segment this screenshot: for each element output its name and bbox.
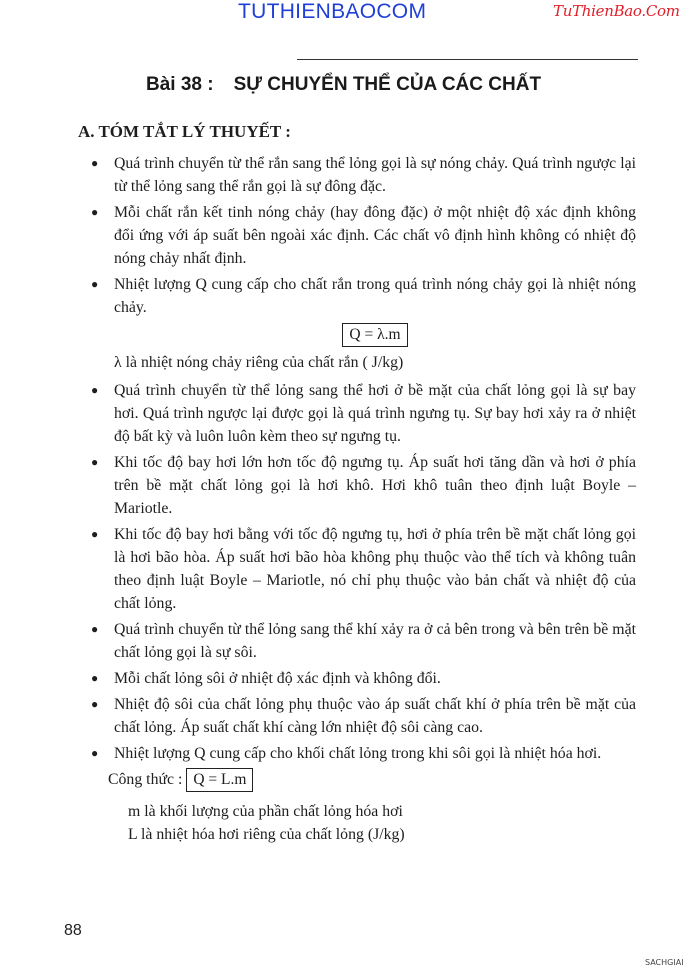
bullet-icon: ●: [91, 746, 99, 760]
list-item: [90, 667, 636, 690]
list-item-text: Mỗi chất rắn kết tinh nóng chảy (hay đông đặc) ở một nhiệt độ xác định không đổi ứng với áp suất bên ngoài xác định. Các chất vô định hình không có nhiệt độ nóng chảy nhất định.: [114, 204, 636, 267]
site-header: TUTHIENBAOCOM: [238, 0, 427, 23]
list-item-text: Quá trình chuyển từ thể lỏng sang thể hơi ở bề mặt của chất lỏng gọi là sự bay hơi. Quá trình ngược lại được gọi là quá trình ngưng tụ. Sự bay hơi xảy ra ở nhiệt độ bất kỳ và luôn luôn kèm theo sự ngưng tụ.: [114, 382, 636, 445]
formula-label: Công thức :: [108, 771, 183, 788]
m-note: m là khối lượng của phần chất lỏng hóa hơi: [128, 803, 403, 820]
list-item: [90, 379, 636, 448]
L-note: L là nhiệt hóa hơi riêng của chất lỏng (J/kg): [128, 826, 405, 843]
list-item-text: Mỗi chất lỏng sôi ở nhiệt độ xác định và không đổi.: [114, 670, 441, 687]
lesson-title: [146, 74, 541, 96]
formula-line: [90, 768, 636, 792]
formula-row: [114, 323, 636, 347]
bullet-icon: ●: [91, 455, 99, 469]
list-item: [90, 451, 636, 520]
list-item-text: Quá trình chuyển từ thể lỏng sang thể khí xảy ra ở cả bên trong và bên trên bề mặt chất lỏng gọi là sự sôi.: [114, 621, 636, 661]
bullet-icon: ●: [91, 277, 99, 291]
footer-logo: SACHGIAI: [645, 958, 684, 967]
bullet-icon: ●: [91, 671, 99, 685]
bullet-icon: ●: [91, 205, 99, 219]
header-rule: [297, 59, 638, 60]
bullet-icon: ●: [91, 383, 99, 397]
list-item: [90, 742, 636, 765]
lesson-number: Bài 38 :: [146, 74, 214, 95]
section-heading: A. TÓM TẮT LÝ THUYẾT :: [78, 122, 291, 141]
theory-content: [90, 152, 636, 846]
list-item-text: Khi tốc độ bay hơi lớn hơn tốc độ ngưng tụ. Áp suất hơi tăng dần và hơi ở phía trên bề mặt chất lỏng gọi là hơi khô. Hơi khô tuân theo định luật Boyle – Mariotle.: [114, 454, 636, 517]
page-number: 88: [64, 922, 82, 939]
bullet-icon: ●: [91, 527, 99, 541]
list-item: [90, 693, 636, 739]
list-item-text: Nhiệt lượng Q cung cấp cho chất rắn trong quá trình nóng chảy gọi là nhiệt nóng chảy.: [114, 276, 636, 316]
list-item-text: Khi tốc độ bay hơi bằng với tốc độ ngưng tụ, hơi ở phía trên bề mặt chất lỏng gọi là hơi bão hòa. Áp suất hơi bão hòa không phụ thuộc vào thể tích và không tuân theo định luật Boyle – Mariotle, nó chỉ phụ thuộc vào bản chất và nhiệt độ của chất lỏng.: [114, 526, 636, 612]
melting-heat-formula: Q = λ.m: [342, 323, 407, 347]
list-item-text: Nhiệt độ sôi của chất lỏng phụ thuộc vào áp suất chất khí ở phía trên bề mặt của chất lỏng. Áp suất chất khí càng lớn nhiệt độ sôi càng cao.: [114, 696, 636, 736]
list-item: [90, 201, 636, 270]
brand-logo: TuThienBao.Com: [553, 2, 680, 20]
bullet-icon: ●: [91, 697, 99, 711]
bullet-icon: ●: [91, 622, 99, 636]
list-item: [90, 523, 636, 615]
list-item-text: Quá trình chuyển từ thể rắn sang thể lỏng gọi là sự nóng chảy. Quá trình ngược lại từ thể lỏng sang thể rắn gọi là sự đông đặc.: [114, 155, 636, 195]
lesson-title-text: SỰ CHUYỂN THỂ CỦA CÁC CHẤT: [233, 74, 542, 95]
list-item: [90, 618, 636, 664]
list-item: [90, 273, 636, 319]
list-item: [90, 152, 636, 198]
bullet-icon: ●: [91, 156, 99, 170]
vaporization-heat-formula: Q = L.m: [186, 768, 253, 792]
lambda-note: λ là nhiệt nóng chảy riêng của chất rắn ( J/kg): [114, 354, 404, 371]
list-item-text: Nhiệt lượng Q cung cấp cho khối chất lỏng trong khi sôi gọi là nhiệt hóa hơi.: [114, 745, 602, 762]
